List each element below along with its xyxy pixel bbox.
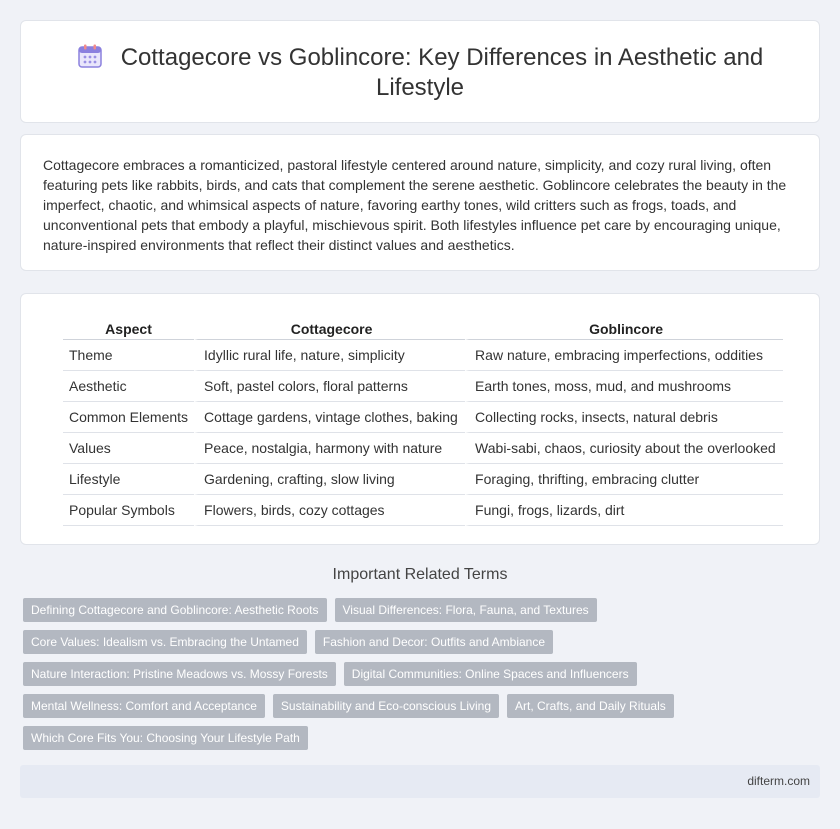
related-terms-heading: Important Related Terms: [332, 566, 508, 583]
row-aspect: Common Elements: [63, 402, 194, 433]
related-term-tag[interactable]: Mental Wellness: Comfort and Acceptance: [23, 694, 265, 718]
table-header-row: [63, 316, 783, 340]
tag-row: [23, 630, 723, 654]
related-term-tag[interactable]: Fashion and Decor: Outfits and Ambiance: [315, 630, 553, 654]
footer-site-name[interactable]: difterm.com: [747, 774, 810, 788]
related-term-tag[interactable]: Nature Interaction: Pristine Meadows vs. Mossy Forests: [23, 662, 336, 686]
row-aspect: Theme: [63, 340, 194, 371]
header-aspect: Aspect: [63, 316, 194, 340]
row-cottagecore: Cottage gardens, vintage clothes, baking: [194, 402, 465, 433]
intro-card: [20, 134, 820, 271]
related-term-tag[interactable]: Sustainability and Eco-conscious Living: [273, 694, 499, 718]
related-term-tag[interactable]: Which Core Fits You: Choosing Your Lifestyle Path: [23, 726, 308, 750]
title-card: [20, 20, 820, 123]
table-row: [63, 464, 783, 495]
tag-row: [23, 598, 723, 622]
row-aspect: Lifestyle: [63, 464, 194, 495]
intro-paragraph: Cottagecore embraces a romanticized, pastoral lifestyle centered around nature, simplicity, and cozy rural living, often featuring pets like rabbits, birds, and cats that complement the serene aesthetic. Goblincore celebrates the beauty in the imperfect, chaotic, and whimsical aspects of nature, favoring earthy tones, wild critters such as frogs, toads, and unconventional pets that embody a playful, mischievous spirit. Both lifestyles influence pet care by encouraging unique, nature-inspired environments that reflect their distinct values and aesthetics.: [43, 157, 787, 253]
row-goblincore: Fungi, frogs, lizards, dirt: [465, 495, 783, 526]
header-goblincore: Goblincore: [465, 316, 783, 340]
related-term-tag[interactable]: Visual Differences: Flora, Fauna, and Textures: [335, 598, 597, 622]
row-goblincore: Wabi-sabi, chaos, curiosity about the overlooked: [465, 433, 783, 464]
related-terms-list: [23, 598, 723, 758]
row-goblincore: Foraging, thrifting, embracing clutter: [465, 464, 783, 495]
row-cottagecore: Flowers, birds, cozy cottages: [194, 495, 465, 526]
row-aspect: Values: [63, 433, 194, 464]
page-title: Cottagecore vs Goblincore: Key Differences in Aesthetic and Lifestyle: [120, 44, 764, 101]
tag-row: [23, 694, 723, 718]
comparison-card: [20, 293, 820, 545]
tag-row: [23, 662, 723, 686]
header-cottagecore: Cottagecore: [194, 316, 465, 340]
tag-row: [23, 726, 723, 750]
row-goblincore: Raw nature, embracing imperfections, oddities: [465, 340, 783, 371]
row-goblincore: Earth tones, moss, mud, and mushrooms: [465, 371, 783, 402]
table-row: [63, 340, 783, 371]
row-cottagecore: Soft, pastel colors, floral patterns: [194, 371, 465, 402]
table-row: [63, 433, 783, 464]
row-cottagecore: Idyllic rural life, nature, simplicity: [194, 340, 465, 371]
related-term-tag[interactable]: Defining Cottagecore and Goblincore: Aesthetic Roots: [23, 598, 327, 622]
related-term-tag[interactable]: Art, Crafts, and Daily Rituals: [507, 694, 674, 718]
calendar-icon: [77, 43, 103, 69]
row-cottagecore: Gardening, crafting, slow living: [194, 464, 465, 495]
comparison-table: [63, 316, 783, 526]
footer: [20, 765, 820, 798]
row-goblincore: Collecting rocks, insects, natural debris: [465, 402, 783, 433]
row-cottagecore: Peace, nostalgia, harmony with nature: [194, 433, 465, 464]
table-row: [63, 402, 783, 433]
page-title-wrap: [21, 43, 819, 103]
table-row: [63, 495, 783, 526]
row-aspect: Aesthetic: [63, 371, 194, 402]
table-row: [63, 371, 783, 402]
related-term-tag[interactable]: Core Values: Idealism vs. Embracing the Untamed: [23, 630, 307, 654]
related-term-tag[interactable]: Digital Communities: Online Spaces and Influencers: [344, 662, 637, 686]
row-aspect: Popular Symbols: [63, 495, 194, 526]
